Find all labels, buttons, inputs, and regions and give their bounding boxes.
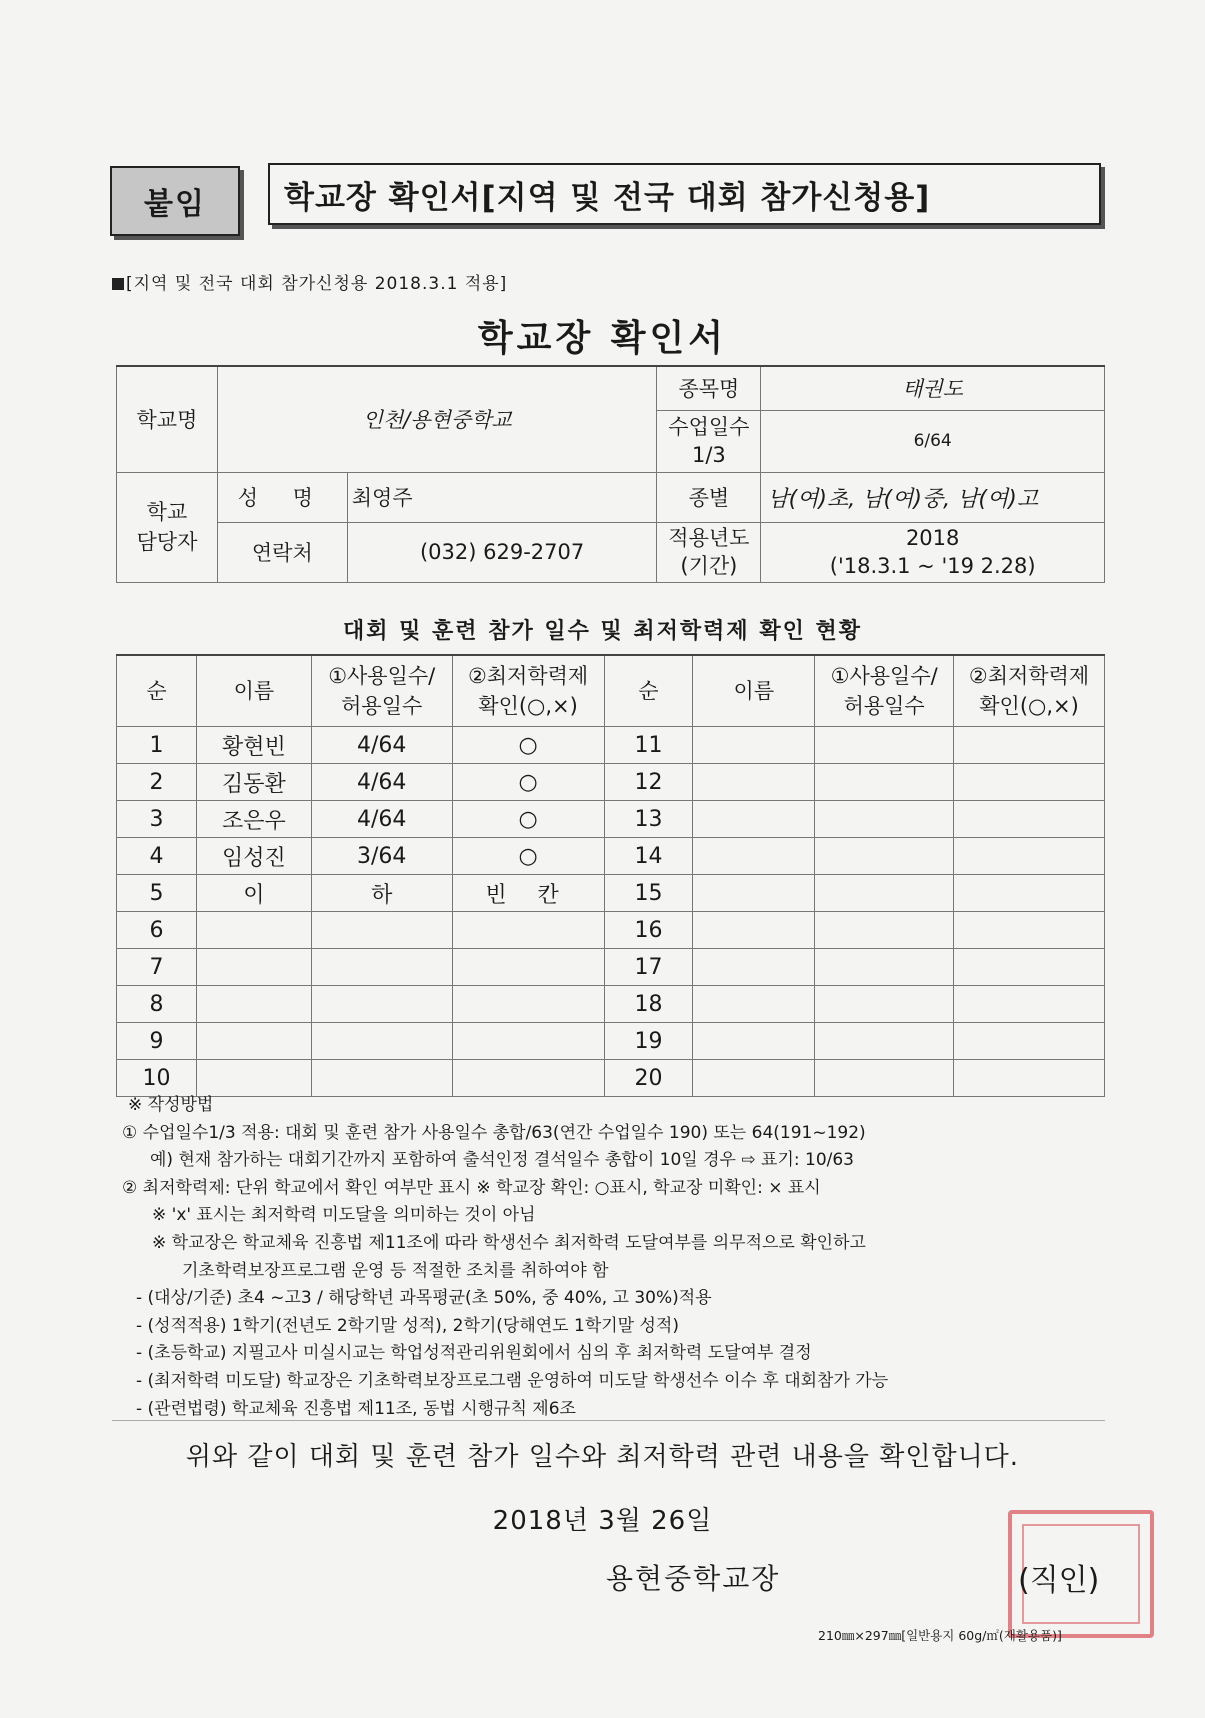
row-num-right: 18 (604, 986, 693, 1023)
row-num: 4 (117, 838, 197, 875)
row-check-right (954, 875, 1105, 912)
note-line: ① 수업일수1/3 적용: 대회 및 훈련 참가 사용일수 총합/63(연간 수업일수 190) 또는 64(191~192) (122, 1122, 866, 1143)
manager-label-line2: 담당자 (136, 530, 198, 554)
row-check (452, 949, 604, 986)
row-check-right (954, 1023, 1105, 1060)
row-days-right (815, 949, 954, 986)
row-num-right: 17 (604, 949, 693, 986)
row-days-right (815, 838, 954, 875)
row-days-right (815, 912, 954, 949)
notes-section (122, 1092, 888, 1423)
row-days-right (815, 1023, 954, 1060)
row-days-right (815, 801, 954, 838)
event-value: 태권도 (761, 366, 1105, 410)
row-num: 6 (117, 912, 197, 949)
paper-spec: 210㎜×297㎜[일반용지 60g/㎡(재활용품)] (818, 1628, 1062, 1643)
row-days-right (815, 986, 954, 1023)
attachment-tag-text: 붙임 (144, 187, 206, 222)
days-label (657, 410, 761, 472)
row-days-right (815, 875, 954, 912)
row-check-right (954, 764, 1105, 801)
table-row (117, 838, 1105, 875)
header-check-line1: ②최저학력제 (467, 664, 589, 688)
note-line: 예) 현재 참가하는 대회기간까지 포함하여 출석인정 결석일수 총합이 10일 경우 ⇨ 표기: 10/63 (150, 1150, 854, 1171)
confirm-statement: 위와 같이 대회 및 훈련 참가 일수와 최저학력 관련 내용을 확인합니다. (185, 1442, 1020, 1472)
header-check-line2: 확인(○,×) (478, 694, 578, 718)
year-label (657, 522, 761, 582)
row-days (311, 949, 452, 986)
school-label: 학교명 (117, 366, 218, 472)
header-days-right-line2: 허용일수 (843, 694, 925, 718)
year-value-line2: ('18.3.1 ~ '19 2.28) (829, 554, 1036, 578)
note-line: ※ 'x' 표시는 최저학력 미도달을 의미하는 것이 아님 (152, 1205, 536, 1226)
row-check (452, 1023, 604, 1060)
row-days (311, 986, 452, 1023)
row-num: 1 (117, 727, 197, 764)
note-line: - (관련법령) 학교체육 진흥법 제11조, 동법 시행규칙 제6조 (136, 1398, 576, 1419)
header-days-line1: ①사용일수/ (328, 664, 436, 688)
seal-label: (직인) (1018, 1563, 1100, 1598)
row-name-right (693, 986, 815, 1023)
row-check: 빈 칸 (452, 875, 604, 912)
note-line: - (최저학력 미도달) 학교장은 기초학력보장프로그램 운영하여 미도달 학생선수 이수 후 대회참가 가능 (136, 1370, 889, 1391)
row-num-right: 15 (604, 875, 693, 912)
subtitle-text: [지역 및 전국 대회 참가신청용 2018.3.1 적용] (126, 274, 508, 294)
name-label: 성 명 (217, 472, 347, 522)
category-label: 종별 (657, 472, 761, 522)
row-name: 조은우 (196, 801, 311, 838)
row-check-right (954, 801, 1105, 838)
header-check (452, 655, 604, 727)
table-row (117, 986, 1105, 1023)
note-line: ※ 작성방법 (128, 1095, 214, 1115)
row-num: 5 (117, 875, 197, 912)
contact-label: 연락처 (217, 522, 347, 582)
row-name (196, 949, 311, 986)
row-check (452, 912, 604, 949)
row-check: ○ (452, 838, 604, 875)
row-num: 8 (117, 986, 197, 1023)
table-row (117, 764, 1105, 801)
manager-label-line1: 학교 (146, 500, 188, 524)
header-days-line2: 허용일수 (341, 694, 423, 718)
row-name (196, 1060, 311, 1097)
row-check-right (954, 949, 1105, 986)
header-num-right: 순 (604, 655, 693, 727)
row-name (196, 986, 311, 1023)
note-line: 기초학력보장프로그램 운영 등 적절한 조치를 취하여야 함 (182, 1260, 609, 1281)
document-header-title (268, 163, 1101, 225)
name-value: 최영주 (347, 472, 657, 522)
table-row (117, 912, 1105, 949)
row-check-right (954, 912, 1105, 949)
document-date: 2018년 3월 26일 (492, 1506, 713, 1536)
section-title: 대회 및 훈련 참가 일수 및 최저학력제 확인 현황 (342, 619, 863, 644)
square-bullet-icon (112, 278, 124, 290)
days-label-line1: 수업일수 (668, 415, 750, 439)
table-row (117, 949, 1105, 986)
row-num-right: 11 (604, 727, 693, 764)
row-name: 황현빈 (196, 727, 311, 764)
year-value (761, 522, 1105, 582)
principal-name: 용현중학교장 (606, 1562, 781, 1595)
table-header-row (117, 655, 1105, 727)
row-name-right (693, 1023, 815, 1060)
row-check (452, 986, 604, 1023)
event-label: 종목명 (657, 366, 761, 410)
header-check-right-line1: ②최저학력제 (968, 664, 1090, 688)
row-num-right: 20 (604, 1060, 693, 1097)
row-num: 10 (117, 1060, 197, 1097)
divider (112, 1420, 1105, 1421)
header-check-right-line2: 확인(○,×) (979, 694, 1079, 718)
participation-table (116, 654, 1105, 1097)
row-name: 김동환 (196, 764, 311, 801)
row-check-right (954, 727, 1105, 764)
year-value-line1: 2018 (905, 526, 960, 550)
row-num-right: 16 (604, 912, 693, 949)
table-row (117, 727, 1105, 764)
row-num-right: 14 (604, 838, 693, 875)
row-check: ○ (452, 801, 604, 838)
header-days-right (815, 655, 954, 727)
row-name-right (693, 912, 815, 949)
header-num: 순 (117, 655, 197, 727)
row-num-right: 12 (604, 764, 693, 801)
row-days: 4/64 (311, 727, 452, 764)
row-days-right (815, 727, 954, 764)
row-name-right (693, 801, 815, 838)
year-label-line1: 적용년도 (668, 526, 750, 550)
note-line: - (초등학교) 지필고사 미실시교는 학업성적관리위원회에서 심의 후 최저학력 도달여부 결정 (136, 1343, 812, 1364)
row-name-right (693, 1060, 815, 1097)
row-days (311, 1060, 452, 1097)
main-title: 학교장 확인서 (477, 318, 728, 359)
header-name: 이름 (196, 655, 311, 727)
note-line: ② 최저학력제: 단위 학교에서 확인 여부만 표시 ※ 학교장 확인: ○표시, 학교장 미확인: × 표시 (122, 1177, 821, 1198)
table-row (117, 1023, 1105, 1060)
row-num: 9 (117, 1023, 197, 1060)
row-check-right (954, 986, 1105, 1023)
category-value: 남(여)초, 남(여)중, 남(여)고 (761, 472, 1105, 522)
row-check-right (954, 1060, 1105, 1097)
row-name-right (693, 949, 815, 986)
contact-value: (032) 629-2707 (347, 522, 657, 582)
row-check: ○ (452, 764, 604, 801)
header-days-right-line1: ①사용일수/ (830, 664, 938, 688)
row-name (196, 1023, 311, 1060)
row-num: 2 (117, 764, 197, 801)
row-num-right: 13 (604, 801, 693, 838)
days-value: 6/64 (761, 410, 1105, 472)
header-name-right: 이름 (693, 655, 815, 727)
row-name-right (693, 838, 815, 875)
row-name-right (693, 764, 815, 801)
row-name (196, 912, 311, 949)
row-days-right (815, 764, 954, 801)
row-num: 7 (117, 949, 197, 986)
table-row (117, 1060, 1105, 1097)
table-row (117, 875, 1105, 912)
info-table (116, 365, 1105, 583)
attachment-tag (110, 166, 240, 236)
row-name-right (693, 727, 815, 764)
header-days (311, 655, 452, 727)
header-title-text: 학교장 확인서[지역 및 전국 대회 참가신청용] (284, 179, 931, 216)
row-num: 3 (117, 801, 197, 838)
manager-label (117, 472, 218, 582)
row-days: 하 (311, 875, 452, 912)
note-line: - (성적적용) 1학기(전년도 2학기말 성적), 2학기(당해연도 1학기말 성적) (136, 1315, 679, 1336)
row-days: 3/64 (311, 838, 452, 875)
row-check: ○ (452, 727, 604, 764)
row-name: 이 (196, 875, 311, 912)
row-name: 임성진 (196, 838, 311, 875)
row-check-right (954, 838, 1105, 875)
subtitle (112, 269, 507, 294)
row-days (311, 1023, 452, 1060)
row-check (452, 1060, 604, 1097)
row-num-right: 19 (604, 1023, 693, 1060)
school-value: 인천/용현중학교 (217, 366, 657, 472)
header-check-right (954, 655, 1105, 727)
row-days-right (815, 1060, 954, 1097)
days-label-line2: 1/3 (691, 443, 726, 467)
row-name-right (693, 875, 815, 912)
table-row (117, 801, 1105, 838)
row-days: 4/64 (311, 801, 452, 838)
year-label-line2: (기간) (680, 554, 738, 578)
row-days (311, 912, 452, 949)
note-line: - (대상/기준) 초4 ~고3 / 해당학년 과목평균(초 50%, 중 40%, 고 30%)적용 (136, 1288, 712, 1309)
row-days: 4/64 (311, 764, 452, 801)
note-line: ※ 학교장은 학교체육 진흥법 제11조에 따라 학생선수 최저학력 도달여부를 의무적으로 확인하고 (152, 1232, 866, 1253)
